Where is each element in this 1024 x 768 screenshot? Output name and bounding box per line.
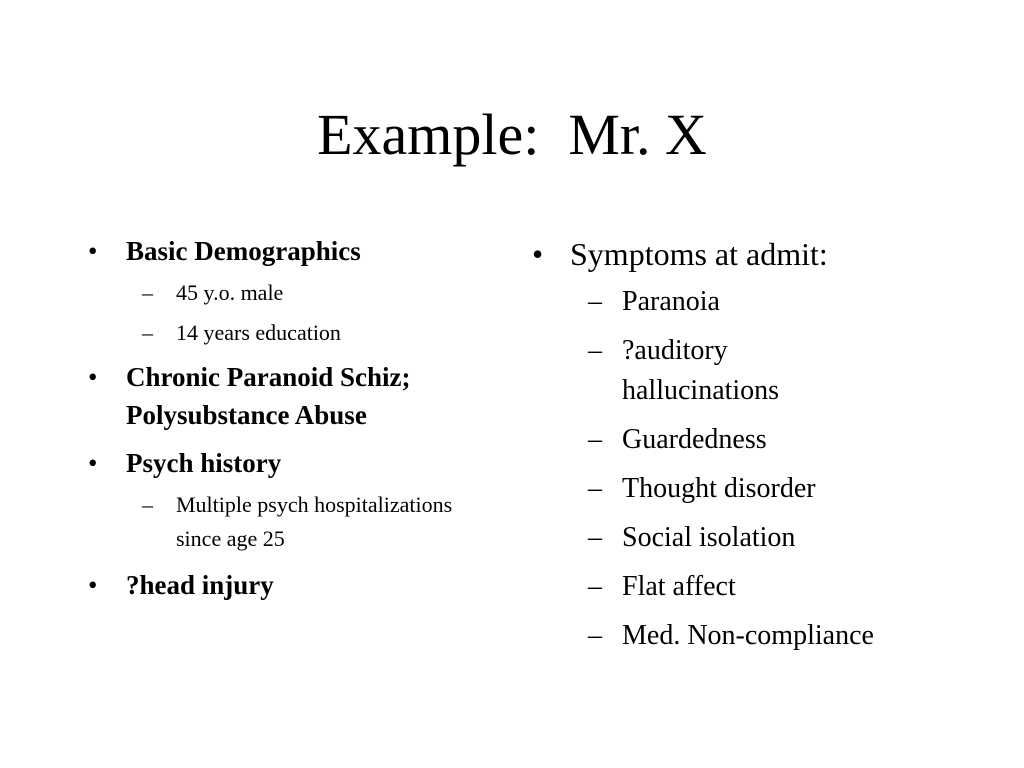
sub-item-age	[130, 276, 508, 310]
bullet-basic-demographics	[88, 232, 508, 350]
bullet-text: ?head injury	[126, 570, 274, 600]
symptom-list	[570, 282, 972, 656]
slide-title: Example: Mr. X	[317, 102, 707, 167]
dash-icon: –	[588, 424, 602, 455]
dash-icon: –	[142, 280, 153, 305]
symptom-text: Med. Non-compliance	[622, 620, 874, 651]
sub-item-hospitalizations	[130, 488, 476, 556]
bullet-head-injury	[88, 566, 508, 604]
bullet-diagnosis	[88, 358, 508, 434]
dash-icon: –	[588, 473, 602, 504]
left-bullet-list	[88, 232, 508, 604]
dash-icon: –	[588, 286, 602, 317]
symptom-item	[576, 469, 972, 509]
dash-icon: –	[588, 620, 602, 651]
sub-item-text: 45 y.o. male	[176, 280, 284, 305]
bullet-text: Basic Demographics	[126, 236, 361, 266]
dash-icon: –	[588, 522, 602, 553]
symptom-item	[576, 518, 972, 558]
symptom-item	[576, 331, 822, 411]
dash-icon: –	[588, 335, 602, 366]
bullet-text: Chronic Paranoid Schiz; Polysubstance Abuse	[126, 362, 411, 430]
right-column	[532, 232, 972, 665]
sub-item-text: 14 years education	[176, 320, 341, 345]
bullet-psych-history	[88, 444, 508, 556]
symptom-item	[576, 282, 972, 322]
dash-icon: –	[142, 320, 153, 345]
symptom-text: Social isolation	[622, 522, 796, 553]
dash-icon: –	[142, 492, 153, 517]
sub-item-education	[130, 316, 508, 350]
symptom-text: Thought disorder	[622, 473, 816, 504]
right-bullet-list	[532, 232, 972, 656]
symptom-text: Paranoia	[622, 286, 720, 317]
symptom-text: ?auditory hallucinations	[622, 335, 780, 406]
sub-item-text: Multiple psych hospitalizations since age 25	[176, 492, 453, 551]
bullet-icon: •	[88, 448, 98, 478]
symptom-item	[576, 616, 972, 656]
bullet-icon: •	[88, 362, 98, 392]
left-column	[88, 232, 508, 612]
bullet-text: Psych history	[126, 448, 282, 478]
symptom-text: Guardedness	[622, 424, 767, 455]
bullet-icon: •	[532, 236, 544, 272]
sub-list	[126, 488, 508, 556]
sub-list	[126, 276, 508, 350]
bullet-icon: •	[88, 236, 98, 266]
dash-icon: –	[588, 571, 602, 602]
bullet-icon: •	[88, 570, 98, 600]
bullet-text: Symptoms at admit:	[570, 236, 828, 272]
bullet-symptoms	[532, 232, 972, 656]
symptom-text: Flat affect	[622, 571, 736, 602]
symptom-item	[576, 567, 972, 607]
symptom-item	[576, 420, 972, 460]
